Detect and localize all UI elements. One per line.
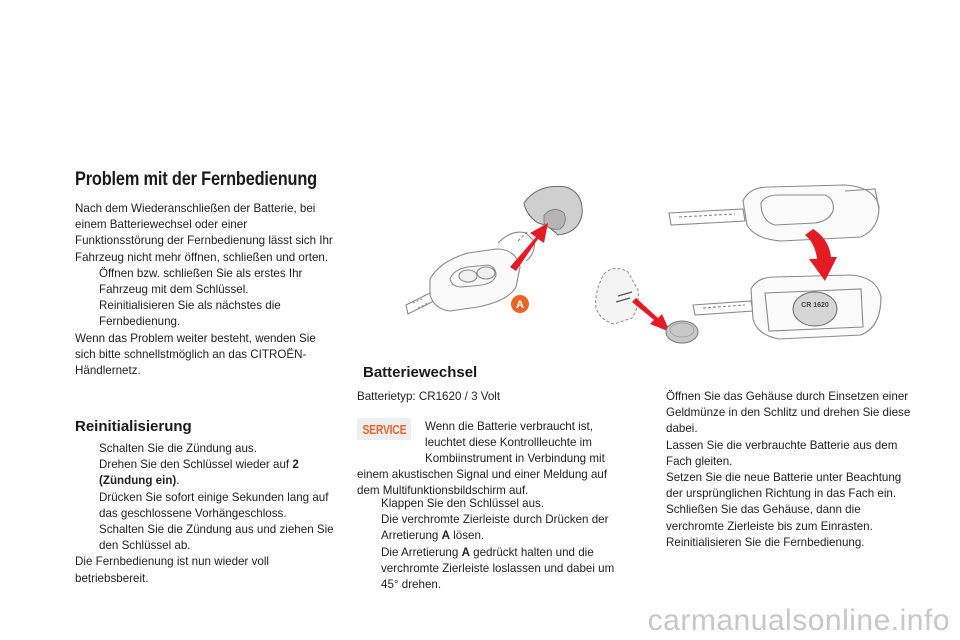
- list-item: Setzen Sie die neue Batterie unter Beachtung der ursprünglichen Richtung in das Fach ein.: [666, 471, 902, 501]
- reinit-outro: Die Fernbedienung ist nun wieder voll betriebsbereit.: [75, 555, 269, 585]
- list-item: Öffnen Sie das Gehäuse durch Einsetzen einer Geldmünze in den Schlitz und drehen Sie diese dabei.: [666, 390, 911, 436]
- battery-shape: [793, 292, 837, 326]
- list-item: Die Arretierung A gedrückt halten und die verchromte Zierleiste loslassen und dabei um 45° drehen.: [381, 545, 615, 592]
- page-title: Problem mit der Fernbedienung: [75, 169, 317, 190]
- intro-text: Nach dem Wiederanschließen der Batterie, bei einem Batteriewechsel oder einer Funktionsstörung der Fernbedienung lässt sich Ihr Fahrzeug nicht mehr öffnen, schließen und orten.: [75, 202, 333, 264]
- list-item: Drehen Sie den Schlüssel wieder auf 2 (Zündung ein).: [99, 458, 299, 488]
- marker-a: [511, 295, 529, 313]
- reinit-steps: [75, 441, 337, 554]
- list-item: Reinitialisieren Sie als nächstes die Fernbedienung.: [99, 299, 281, 329]
- key-button-1: [459, 270, 477, 282]
- list-item: Drücken Sie sofort einige Sekunden lang auf das geschlossene Vorhängeschloss.: [99, 490, 329, 520]
- list-item: Öffnen bzw. schließen Sie als erstes Ihr Fahrzeug mit dem Schlüssel.: [99, 266, 303, 297]
- battery-illustration: [665, 177, 895, 347]
- upper-blade-notches: [679, 214, 735, 217]
- battery-type: Batterietyp: CR1620 / 3 Volt: [357, 390, 501, 403]
- service-text-a: Wenn die Batterie verbraucht ist, leuchtet diese Kontrollleuchte im Kombiinstrument in Verbindung mit: [425, 420, 605, 466]
- list-item: Die verchromte Zierleiste durch Drücken der Arretierung A lösen.: [381, 513, 609, 543]
- lower-blade-shape: [693, 301, 753, 315]
- service-text-b: einem akustischen Signal und einer Meldung auf dem Multifunktionsbildschirm auf.: [357, 468, 608, 498]
- intro-section: [75, 201, 337, 379]
- list-item: Klappen Sie den Schlüssel aus.: [381, 497, 545, 510]
- list-item: Reinitialisieren Sie die Fernbedienung.: [666, 535, 865, 549]
- key-button-2: [477, 267, 495, 279]
- lower-blade-notches: [703, 305, 745, 308]
- battery-steps-b: [642, 389, 912, 551]
- key-housing-shape: [596, 268, 639, 324]
- key-blade-notches: [413, 298, 428, 308]
- marker-a-label: A: [516, 299, 524, 311]
- intro-outro: Wenn das Problem weiter besteht, wenden Sie sich bitte schnellstmöglich an das CITROËN-Händlernetz.: [75, 331, 316, 378]
- reinit-section: [75, 441, 337, 587]
- list-item: Schalten Sie die Zündung aus.: [99, 442, 257, 455]
- list-item: Lassen Sie die verbrauchte Batterie aus dem Fach gleiten.: [666, 438, 898, 468]
- intro-steps: [75, 266, 337, 331]
- list-item: Schließen Sie das Gehäuse, dann die verchromte Zierleiste bis zum Einrasten.: [666, 503, 873, 533]
- list-item: Schalten Sie die Zündung aus und ziehen Sie den Schlüssel ab.: [99, 523, 334, 553]
- reinit-heading: Reinitialisierung: [75, 418, 192, 435]
- battery-heading: Batteriewechsel: [363, 364, 478, 381]
- watermark: carmanualsonline.info: [647, 604, 950, 637]
- service-label: SERVICE: [362, 421, 406, 437]
- battery-steps-a: [357, 496, 619, 593]
- service-warning-icon: [357, 418, 411, 440]
- battery-label: CR 1620: [801, 302, 829, 309]
- key-illustration: [378, 183, 588, 333]
- arrow-up-icon: [510, 223, 548, 271]
